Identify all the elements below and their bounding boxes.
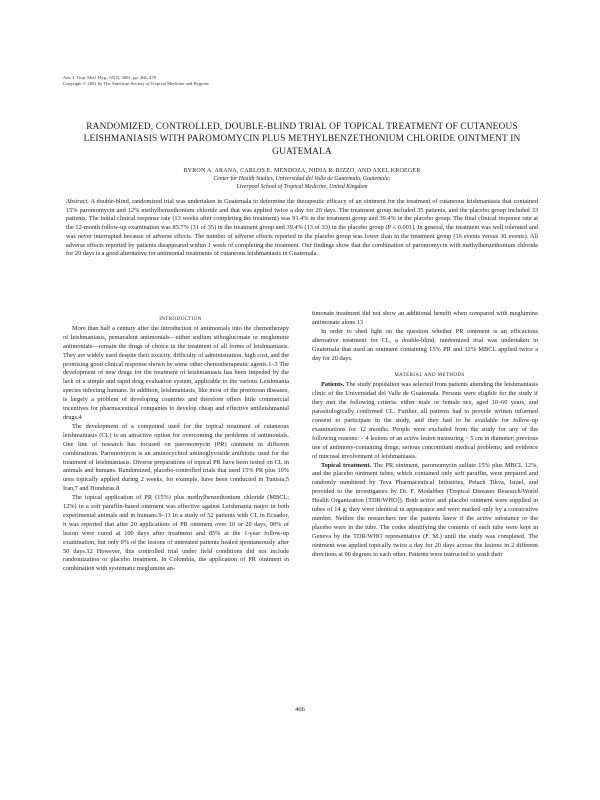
intro-paragraph-2: The development of a compound used for the topical treatment of cutaneous leishmaniasis (CL) is an attractive option for overcoming the problems of antimonials. One line of research has focused on paromomycin (PR) ointment in different combinations. Paromomycin is an aminocyclitol aminoglycoside antibiotic used for the treatment of leishmaniasis. Diverse preparations of topical PR have been tested on CL in animals and humans. Randomized, placebo-controlled trials that used 15% PR plus 10% urea topically applied during 2 weeks, for example, have been conducted in Tunisia,5 Iran,7 and Honduras.8 [63,422,289,493]
intro-paragraph-continued: timonate treatment did not show an additional benefit when compared with meglumine antimonate alone.13 [312,310,538,326]
paper-title: RANDOMIZED, CONTROLLED, DOUBLE-BLIND TRIAL OF TOPICAL TREATMENT OF CUTANEOUS LEISHMANIASIS WITH PAROMOMYCIN PLUS METHYLBENZETHONIUM CHLORIDE OINTMENT IN GUATEMALA [83,122,521,157]
page-number: 466 [295,706,305,713]
intro-paragraph-4: In order to shed light on the question whether PR ointment is an efficacious alternative treatment for CL, a double-blind, randomized trial was undertaken in Guatemala that used an ointment containing 15% PR and 12% MBCL applied twice a day for 20 days. [312,327,538,362]
journal-citation-line: Am. J. Trop. Med. Hyg., 65(5), 2001, pp. 466–470 [63,75,157,80]
affiliation-2: Liverpool School of Tropical Medicine, United Kingdom [236,183,368,190]
right-column [312,310,538,559]
patients-text: The study population was selected from patients attending the leishmaniasis clinic of the Universidad del Valle de Guatemala. Persons were eligible for the study if they met the following criteria: either male or female sex, aged 10–60 years, and parasitologically confirmed CL. Further, all patients had to provide written informed consent to participate in the study, and they had to be available for follow-up examinations for 12 months. People were excluded from the study for any of the following reasons: > 4 lesions or an active lesion measuring > 5 cm in diameter; previous use of antimony-containing drugs; serious concomitant medical problems; and evidence of mucosal involvement of leishmaniasis. [312,381,538,460]
intro-paragraph-1: More than half a century after the introduction of antimonials into the chemotherapy of leishmaniasis, pentavalent antimonials—either sodium stibogluconate or meglumine antimoniate—remain the drugs of choice in the treatment of all forms of leishmaniasis. They are widely used despite their toxicity, difficulty of administration, high cost, and the promising good clinical response shown by some other chemotherapeutic agents.1–3 The development of new drugs for the treatment of leishmaniasis has been impeded by the lack of a simple and rapid drug evaluation system, applicable to the various Leishmania species infecting humans. In addition, leishmaniasis, like most of the protozoan diseases, is largely a problem of developing countries and therefore offers little commercial incentives for pharmaceutical companies to develop cheap and effective antileishmanial drugs.4 [63,324,289,421]
affiliations [60,176,544,191]
abstract [66,198,538,259]
abstract-text: A double-blind, randomized trial was undertaken in Guatemala to determine the therapeutic efficacy of an ointment for the treatment of cutaneous leishmaniasis that contained 15% paromomycin and 12% methylbenzethonium chloride and that was applied twice a day for 20 days. The treatment group included 35 patients, and the placebo group included 33 patients. The initial clinical response rate (13 weeks after completing the treatment) was 91.4% in the treatment group and 39.4% in the placebo group. The final clinical response rate at the 12-month follow-up examination was 85.7% (31 of 35) in the treatment group and 39.4% (13 of 33) in the placebo group (P ≤ 0.001). In general, the treatment was well tolerated and was never interrupted because of adverse effects. The number of adverse effects reported in the placebo group was lower than in the treatment group (16 events versus 30 events). All adverse effects reported by patients disappeared within 1 week of completing the treatment. Our findings show that the combination of paromomycin with methylbenzethonium chloride for 20 days is a good alternative for antimonial treatments of cutaneous leishmaniasis in Guatemala. [66,198,538,258]
journal-citation [63,75,209,87]
treatment-text: The PR ointment, paromomycin sulfate 15% plus MBCL 12%, and the placebo ointment tubes, which contained only soft paraffin, were prepared and randomly numbered by Teva Pharmaceutical Industries, Petach Tikva, Israel, and provided to the investigators by Dr. F. Modabber (Tropical Diseases Research/World Health Organization [TDR/WHO]). Both active and placebo ointment were supplied in tubes of 14 g; they were identical in appearance and were marked only by a consecutive number. Neither the researchers nor the patients knew if the active substance or the placebo were in the tube. The codes identifying the contents of each tube were kept in Geneva by the TDR/WHO representative (F. M.) until the study was completed. The ointment was applied topically twice a day for 20 days across the lesions in 2 different directions at 90 degrees to each other. Patients were instructed to wash their [312,461,538,558]
section-heading-introduction: INTRODUCTION [159,317,202,322]
author-list: BYRON A. ARANA, CARLOS E. MENDOZA, NIDIA R. RIZZO, AND AXEL KROEGER [183,168,421,174]
affiliation-1: Center for Health Studies, Universidad del Valle de Guatemala, Guatemala; [213,176,391,182]
copyright-line: Copyright © 2001 by The American Society of Tropical Medicine and Hygiene [63,81,209,86]
abstract-label: Abstract. [66,198,89,205]
patients-paragraph [312,381,538,461]
section-heading-methods: MATERIAL AND METHODS [394,373,465,379]
treatment-paragraph [312,462,538,560]
patients-subheading: Patients. [321,381,345,389]
intro-paragraph-3: The topical application of PR (15%) plus methylbenzethonium chloride (MBCL; 12%) in a soft paraffin-based ointment was effective against Leishmania major in both experimental animals and in humans.9–11 In a study of 52 patients with CL in Ecuador, it was reported that after 20 applications of PR ointment over 10 or 20 days, 90% of lesion were cured at 100 days after treatment and 85% at the 1-year follow-up examination, but only 9% of the lesions of untreated patients healed spontaneously after 50 days.12 However, this controlled trial under field conditions did not include randomization or placebo treatment. In Colombia, the application of PR ointment in combination with systematic meglumine an- [63,494,289,573]
treatment-subheading: Topical treatment. [321,461,372,469]
left-column [63,316,289,574]
